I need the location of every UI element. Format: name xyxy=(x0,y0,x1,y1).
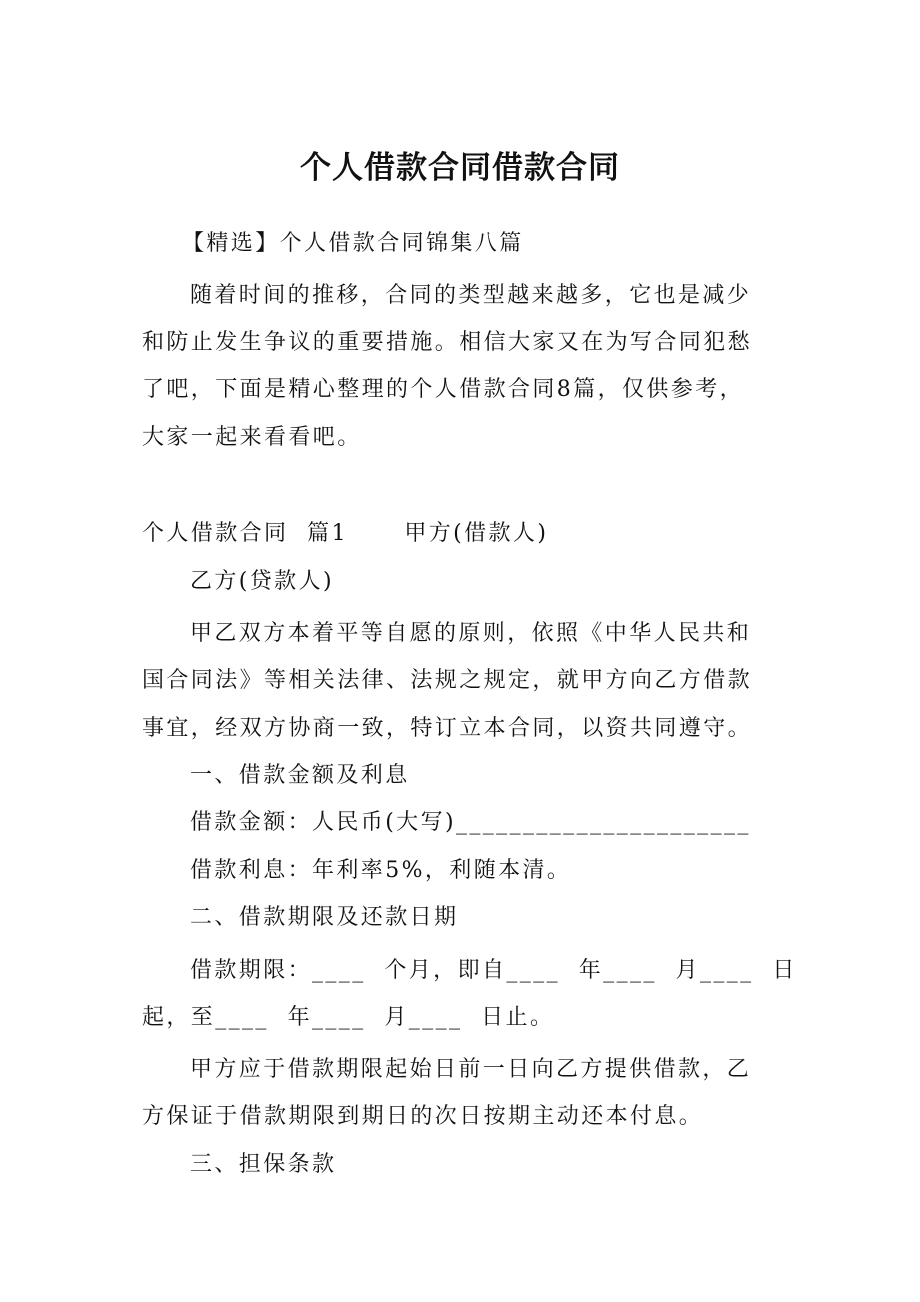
paragraph-line: 借款期限：____ 个月，即自____ 年____ 月____ 日 xyxy=(190,958,797,983)
paragraph-line: 方保证于借款期限到期日的次日按期主动还本付息。 xyxy=(142,1104,704,1129)
section-heading-line: 个人借款合同 篇1 甲方(借款人) xyxy=(142,521,549,546)
subtitle-line: 【精选】个人借款合同锦集八篇 xyxy=(182,231,524,256)
paragraph-line: 借款金额：人民币(大写)______________________ xyxy=(190,810,751,835)
paragraph-line: 国合同法》等相关法律、法规之规定，就甲方向乙方借款 xyxy=(142,668,753,693)
paragraph-line: 和防止发生争议的重要措施。相信大家又在为写合同犯愁 xyxy=(142,330,753,355)
paragraph-line: 大家一起来看看吧。 xyxy=(142,425,362,450)
clause-heading-line: 二、借款期限及还款日期 xyxy=(190,905,459,930)
paragraph-line: 了吧，下面是精心整理的个人借款合同8篇，仅供参考， xyxy=(142,377,744,402)
clause-heading-line: 三、担保条款 xyxy=(190,1152,337,1177)
paragraph-line: 起，至____ 年____ 月____ 日止。 xyxy=(142,1005,555,1030)
document-title: 个人借款合同借款合同 xyxy=(300,150,620,186)
paragraph-line: 借款利息：年利率5%，利随本清。 xyxy=(190,858,572,883)
paragraph-line: 甲乙双方本着平等自愿的原则，依照《中华人民共和 xyxy=(190,621,752,646)
paragraph-line: 乙方(贷款人) xyxy=(190,569,334,594)
paragraph-line: 甲方应于借款期限起始日前一日向乙方提供借款，乙 xyxy=(190,1057,752,1082)
paragraph-line: 事宜，经双方协商一致，特订立本合同，以资共同遵守。 xyxy=(142,716,753,741)
paragraph-line: 随着时间的推移，合同的类型越来越多，它也是减少 xyxy=(190,283,752,308)
clause-heading-line: 一、借款金额及利息 xyxy=(190,763,410,788)
